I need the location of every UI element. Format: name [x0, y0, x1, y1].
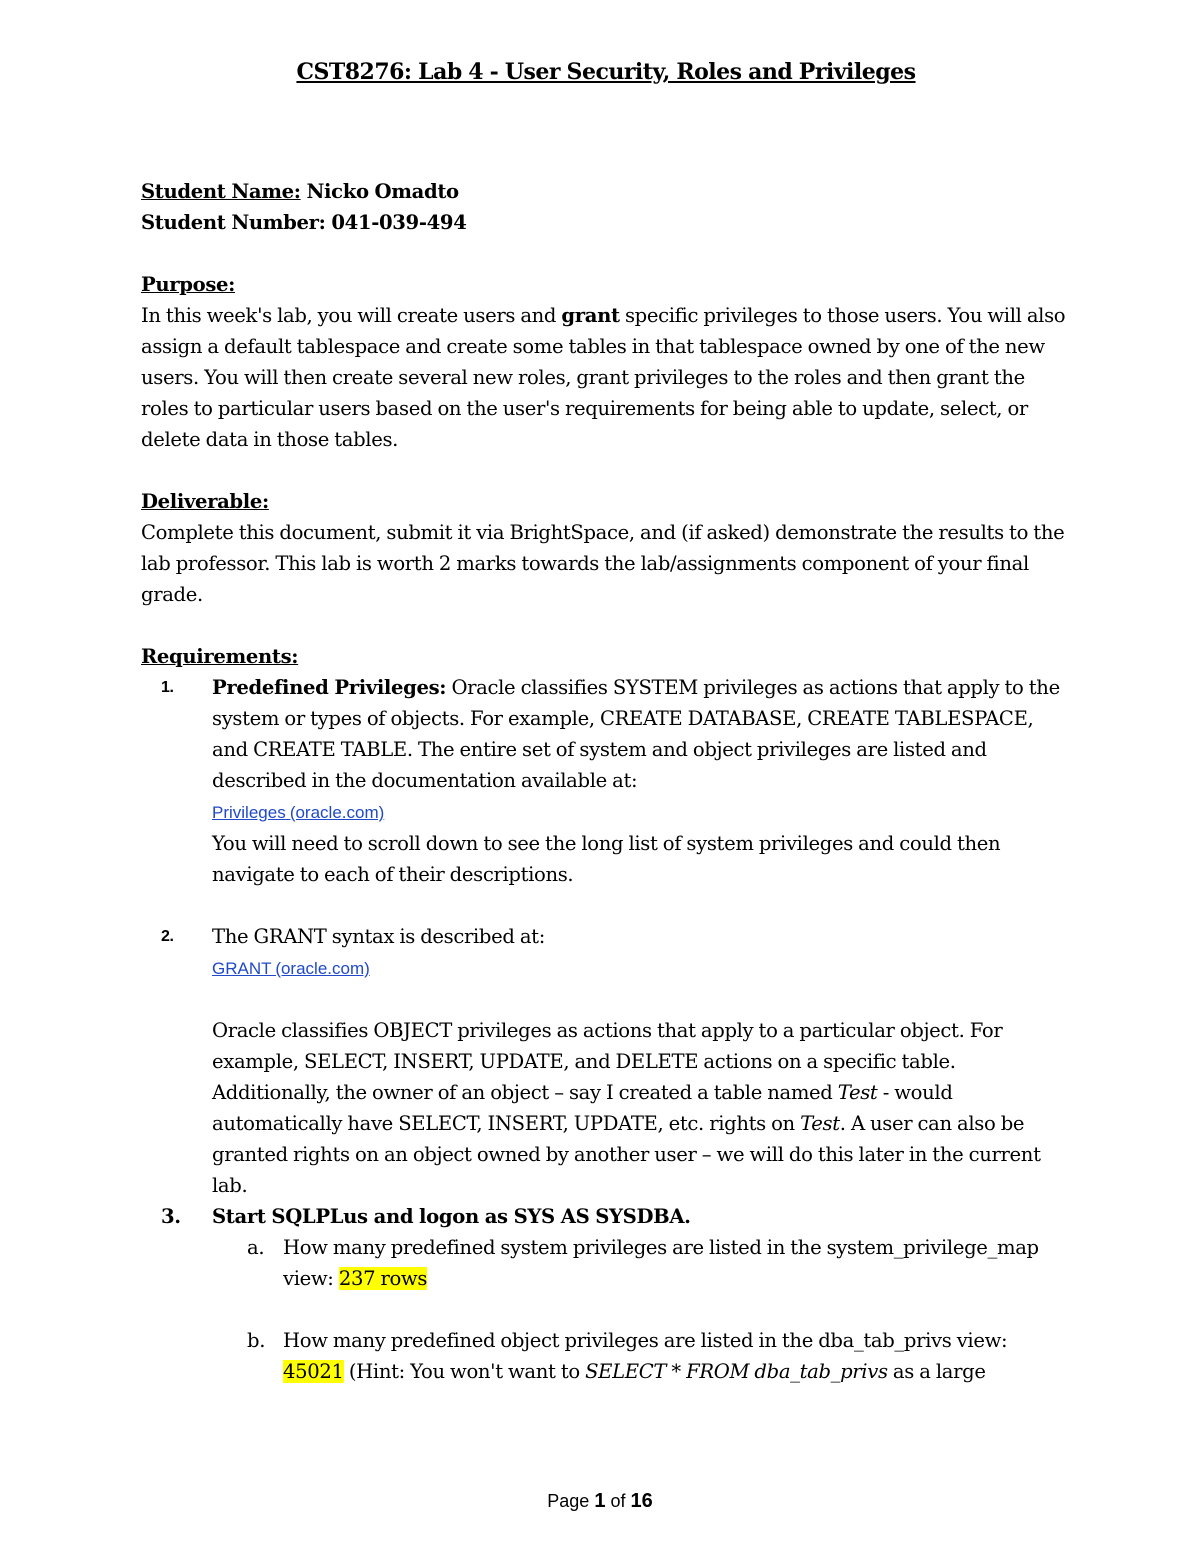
list-marker: 3. [161, 1205, 181, 1228]
requirements-list [141, 672, 1071, 1387]
list-item: a. How many predefined system privileges are listed in the system_privilege_map view: 237 rows [247, 1236, 1039, 1290]
list-item: 1. Predefined Privileges: Oracle classifies SYSTEM privileges as actions that apply to the system or types of objects. For example, CREATE DATABASE, CREATE TABLESPACE, and CREATE TABLE. The entire set of system and object privileges are listed and described in the documentation available at: Privileges (oracle.com) You will need to scroll down to see the long list of system privileges and could then navigate to each of their descriptions. [141, 672, 1071, 921]
item3-bold: Start SQLPLus and logon as SYS AS SYSDBA. [212, 1205, 691, 1228]
grant-link[interactable]: GRANT (oracle.com) [212, 959, 370, 978]
page-title: CST8276: Lab 4 - User Security, Roles and Privileges [296, 59, 916, 85]
item2-text: The GRANT syntax is described at: [212, 925, 545, 948]
document-body [141, 50, 1071, 1387]
page-number: 1 [594, 1490, 606, 1512]
list-marker: 1. [161, 679, 174, 696]
answer-highlight: 237 rows [338, 1267, 428, 1290]
answer-highlight: 45021 [283, 1360, 344, 1383]
student-name-label: Student Name: [141, 180, 301, 203]
page-footer: Page 1 of 16 [547, 1490, 653, 1512]
grant-word: grant [561, 304, 620, 327]
privileges-link[interactable]: Privileges (oracle.com) [212, 803, 385, 822]
purpose-text: In this week's lab, you will create users and grant specific privileges to those users. You will also assign a default tablespace and create some tables in that tablespace owned by one of the new users. You will then create several new roles, grant privileges to the roles and then grant the roles to particular users based on the user's requirements for being able to update, select, or delete data in those tables. [141, 304, 1066, 451]
deliverable-heading: Deliverable: [141, 490, 269, 513]
item1-after: You will need to scroll down to see the long list of system privileges and could then navigate to each of their descriptions. [212, 832, 1001, 886]
student-name-line [141, 176, 1071, 207]
student-name-value: Nicko Omadto [300, 180, 459, 203]
list-item [141, 921, 1071, 1201]
page-total: 16 [630, 1490, 653, 1512]
item2-paragraph: Oracle classifies OBJECT privileges as actions that apply to a particular object. For example, SELECT, INSERT, UPDATE, and DELETE actions on a specific table. Additionally, the owner of an object – say I created a table named Test - would automatically have SELECT, INSERT, UPDATE, etc. rights on Test. A user can also be granted rights on an object owned by another user – we will do this later in the current lab. [212, 1019, 1041, 1197]
sub-list [212, 1232, 1071, 1387]
requirements-heading: Requirements: [141, 645, 299, 668]
item1-bold: Predefined Privileges: [212, 676, 447, 699]
deliverable-text: Complete this document, submit it via BrightSpace, and (if asked) demonstrate the results to the lab professor. This lab is worth 2 marks towards the lab/assignments component of your final grade. [141, 521, 1065, 606]
student-number-line: Student Number: 041-039-494 [141, 211, 467, 234]
list-item [141, 1201, 1071, 1387]
list-marker: 2. [161, 928, 174, 945]
list-item: b. How many predefined object privileges are listed in the dba_tab_privs view: 45021 (Hint: You won't want to SELECT * FROM dba_tab_privs as a large [247, 1329, 1008, 1383]
purpose-heading: Purpose: [141, 273, 236, 296]
